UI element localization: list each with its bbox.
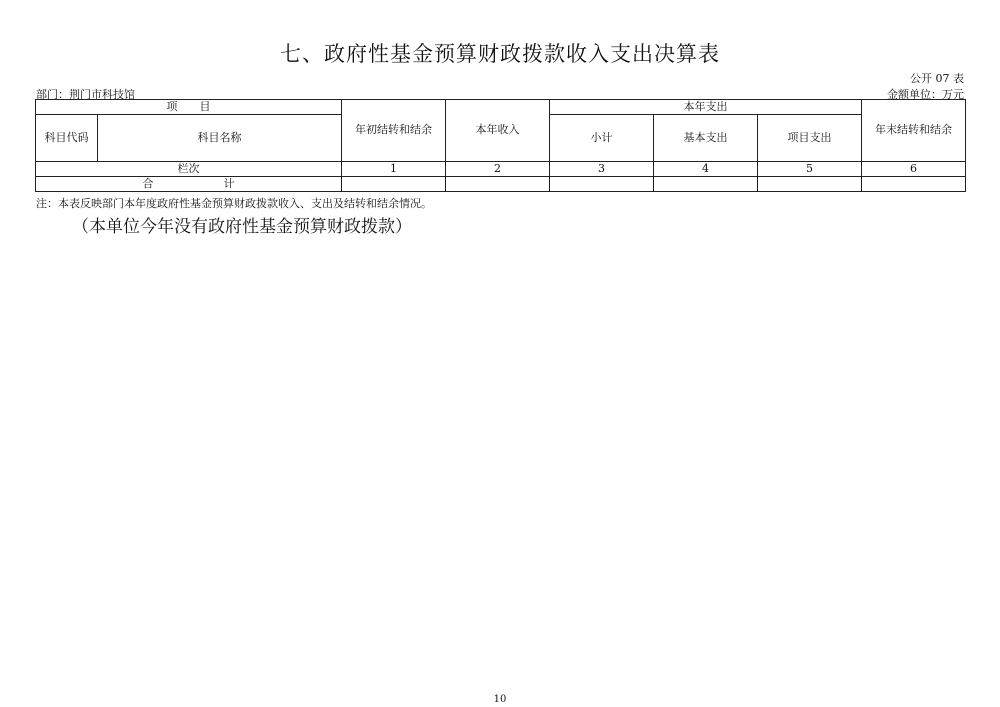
department-label: 部门：荆门市科技馆 [36, 88, 135, 101]
table-footnote: 注：本表反映部门本年度政府性基金预算财政拨款收入、支出及结转和结余情况。 [36, 197, 432, 210]
header-item-group: 项 目 [36, 100, 342, 115]
total-cell [446, 177, 550, 192]
header-basic-expense: 基本支出 [654, 115, 758, 162]
total-cell [550, 177, 654, 192]
column-number-row [36, 162, 966, 177]
no-funds-statement: （本单位今年没有政府性基金预算财政拨款） [72, 217, 412, 237]
table-number: 公开 07 表 [910, 72, 964, 85]
column-number-cell: 4 [654, 162, 758, 177]
column-number-label: 栏次 [36, 162, 342, 177]
header-subtotal: 小计 [550, 115, 654, 162]
column-number-cell: 3 [550, 162, 654, 177]
total-cell [758, 177, 862, 192]
budget-table [35, 99, 966, 192]
page-number: 10 [493, 694, 507, 705]
header-current-expense-group: 本年支出 [550, 100, 862, 115]
total-cell [654, 177, 758, 192]
header-row-1 [36, 100, 966, 115]
total-row [36, 177, 966, 192]
header-current-income: 本年收入 [446, 100, 550, 162]
header-opening-balance: 年初结转和结余 [342, 100, 446, 162]
header-subject-code: 科目代码 [36, 115, 98, 162]
total-cell [862, 177, 966, 192]
total-cell [342, 177, 446, 192]
page-title: 七、政府性基金预算财政拨款收入支出决算表 [280, 42, 720, 66]
header-closing-balance: 年末结转和结余 [862, 100, 966, 162]
column-number-cell: 6 [862, 162, 966, 177]
column-number-cell: 1 [342, 162, 446, 177]
header-project-expense: 项目支出 [758, 115, 862, 162]
header-subject-name: 科目名称 [98, 115, 342, 162]
column-number-cell: 5 [758, 162, 862, 177]
amount-unit-label: 金额单位：万元 [887, 88, 964, 101]
total-label: 合计 [36, 177, 342, 192]
column-number-cell: 2 [446, 162, 550, 177]
